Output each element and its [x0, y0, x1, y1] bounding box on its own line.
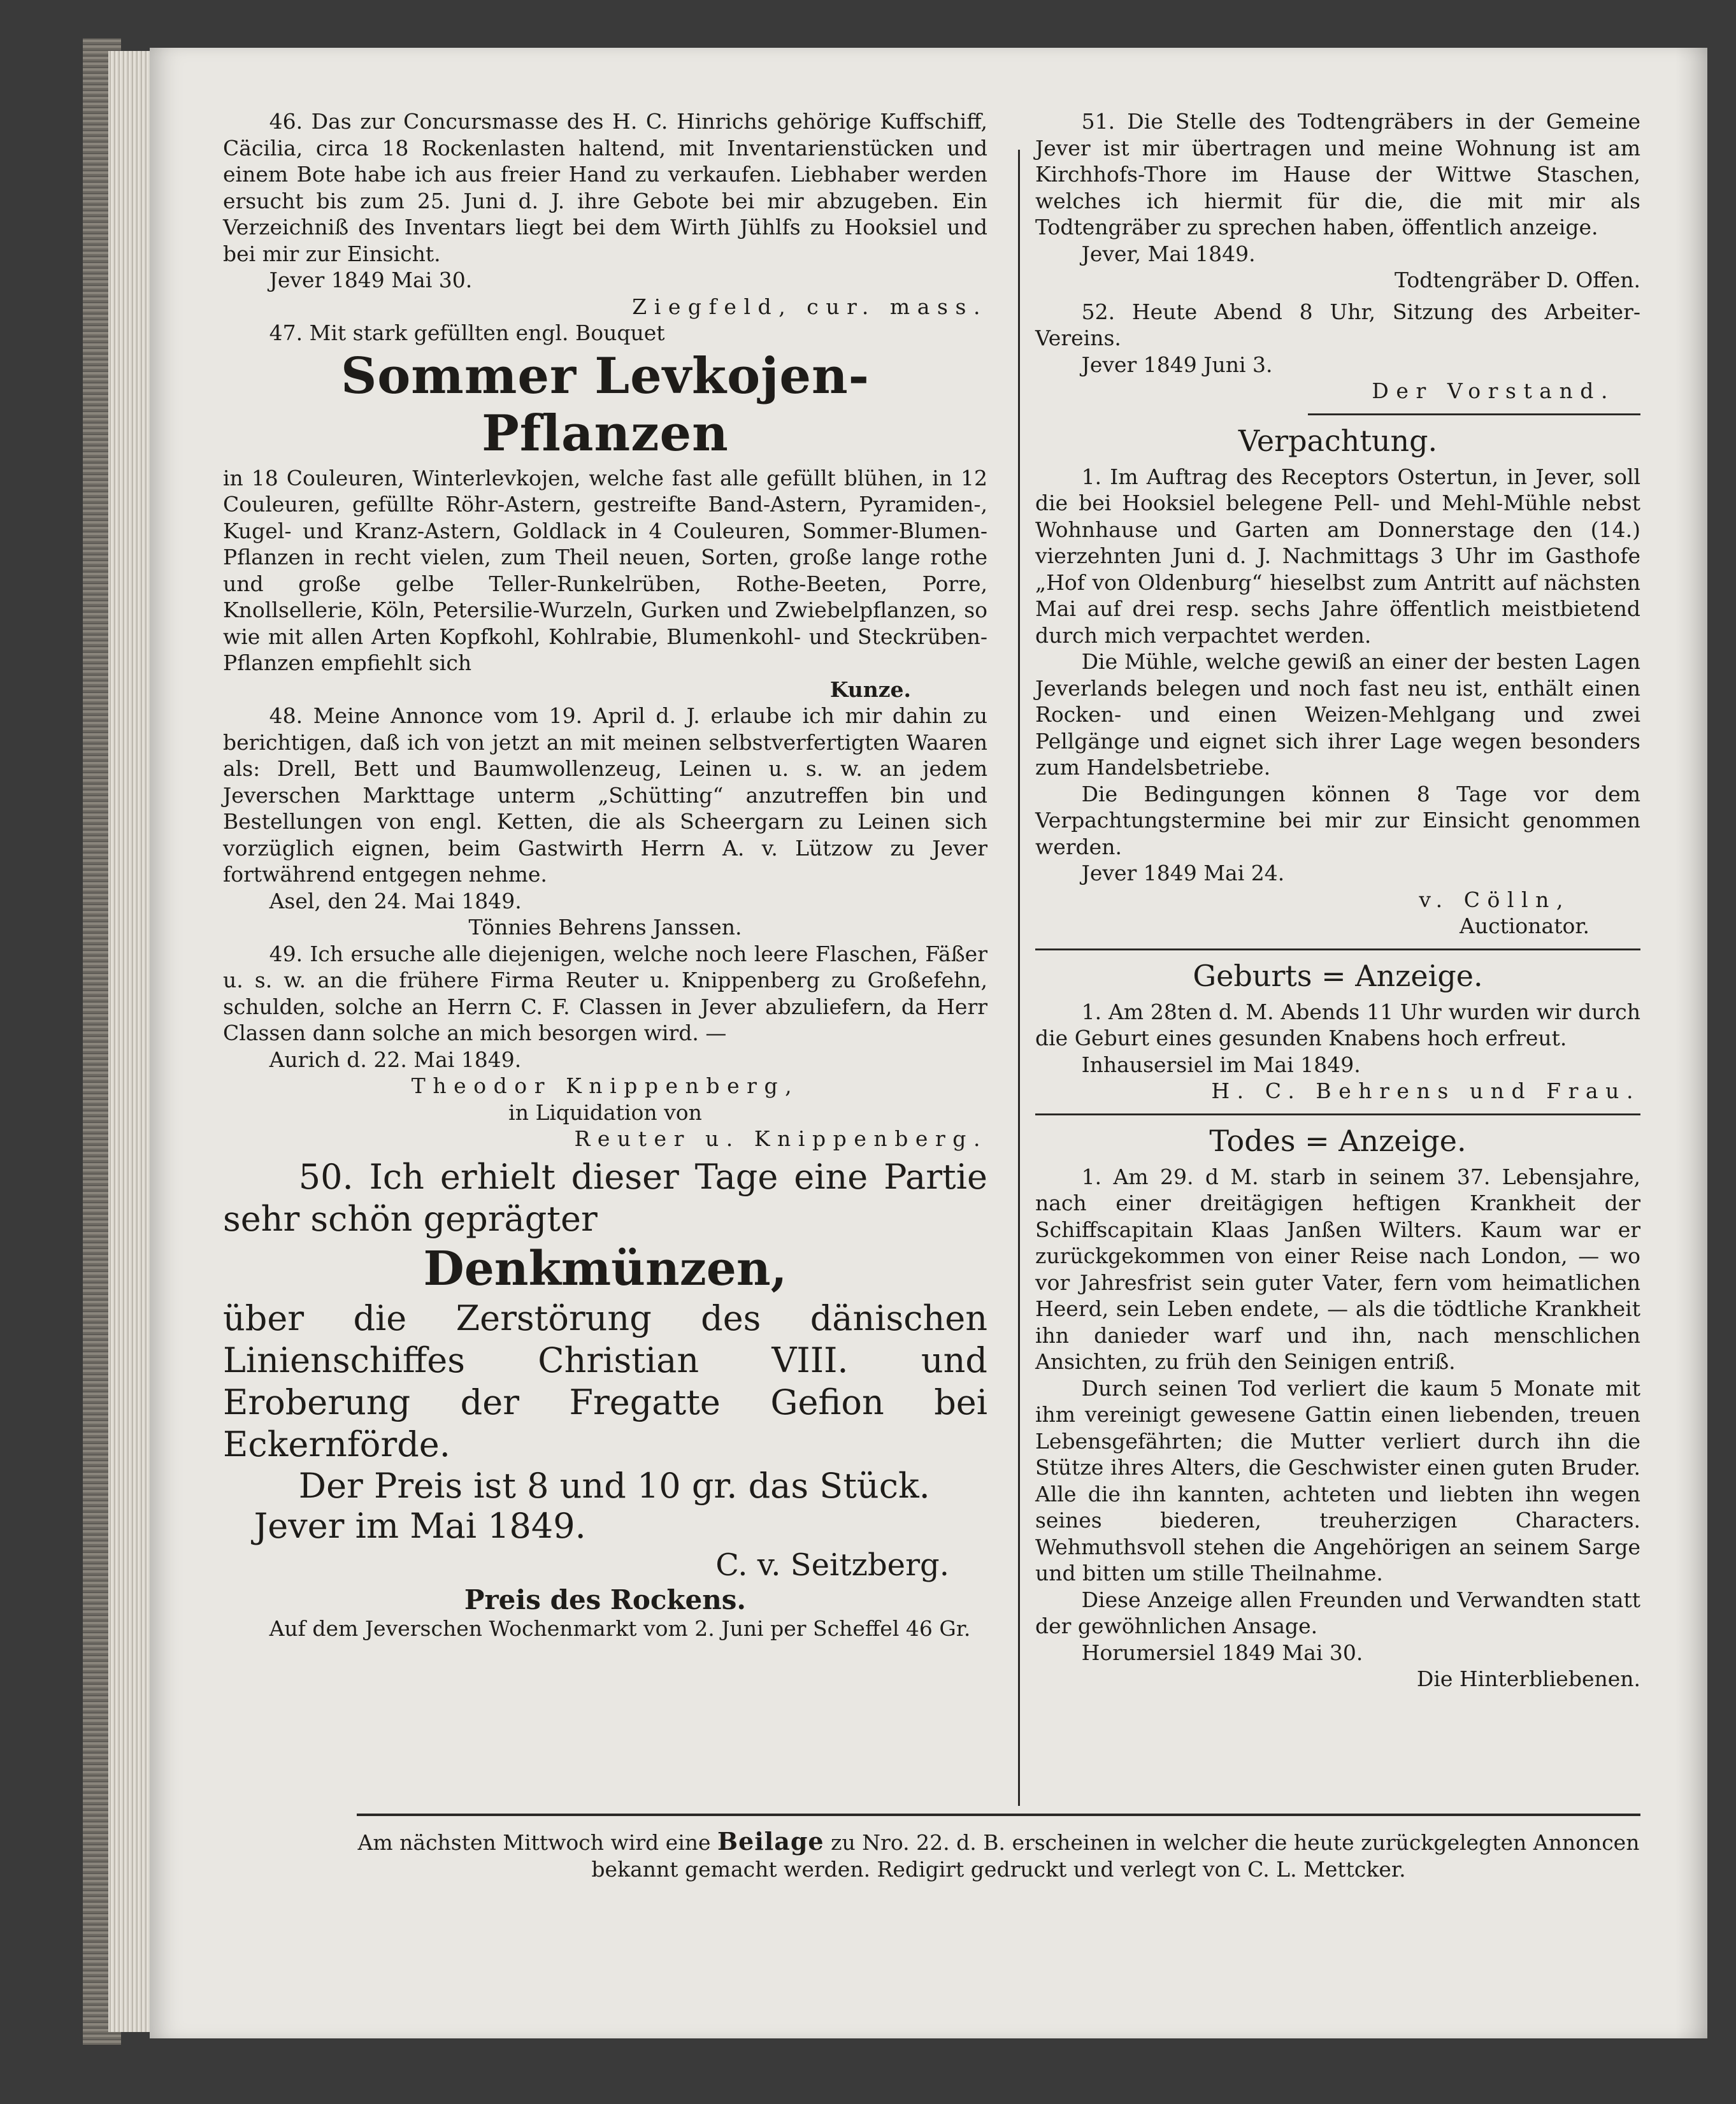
ad-46-signature: Ziegfeld, cur. mass. — [632, 294, 987, 319]
ad-49-date: Aurich d. 22. Mai 1849. — [269, 1047, 522, 1072]
section-rule — [1035, 948, 1640, 950]
death-heading: Todes = Anzeige. — [1209, 1123, 1467, 1158]
lease-heading: Verpachtung. — [1238, 423, 1438, 458]
lease-notice — [1035, 422, 1640, 940]
death-text-2: Durch seinen Tod verliert die kaum 5 Monate mit ihm vereinigt gewesene Gattin einen liebenden, treuen Lebensgefährten; die Mutter verliert durch ihn die Stütze ihres Alters, die Geschwister einen guten Bruder. Alle die ihn kannten, achteten und liebten ihn wegen seines biederen, treuherzigen Characters. Wehmuthsvoll stehen die Angehörigen an seinem Sarge und bitten um stille Theilnahme. — [1035, 1375, 1640, 1585]
ad-51-date: Jever, Mai 1849. — [1081, 241, 1256, 266]
ad-48 — [223, 703, 987, 941]
birth-notice — [1035, 957, 1640, 1105]
footer-notice — [357, 1828, 1640, 1883]
footer-rule — [357, 1814, 1640, 1816]
footer-supplement-word: Beilage — [717, 1827, 824, 1856]
ad-50-heading: Denkmünzen, — [423, 1241, 787, 1296]
ad-51-signature: Todtengräber D. Offen. — [1394, 268, 1640, 292]
ad-47-heading: Sommer Levkojen-Pflanzen — [340, 347, 870, 462]
page-edges — [108, 51, 153, 2032]
birth-signature: H. C. Behrens und Frau. — [1211, 1078, 1640, 1103]
lease-signature-title: Auctionator. — [1460, 913, 1589, 938]
column-divider — [1018, 150, 1020, 1806]
price-of-rye — [223, 1584, 987, 1642]
ad-47-signature: Kunze. — [829, 676, 911, 702]
ad-46-date: Jever 1849 Mai 30. — [269, 268, 473, 292]
ad-47 — [223, 320, 987, 703]
death-notice — [1035, 1122, 1640, 1693]
birth-date: Inhausersiel im Mai 1849. — [1081, 1052, 1361, 1077]
ad-50-price: Der Preis ist 8 und 10 gr. das Stück. — [298, 1465, 930, 1506]
death-text-1: 1. Am 29. d M. starb in seinem 37. Lebensjahre, nach einer dreitägigen heftigen Krankheit der Schiffscapitain Klaas Janßen Wilters. Kaum war er zurückgekommen von einer Reise nach London, — wo vor Jahresfrist sein guter Vater, fern vom heimatlichen Heerd, sein Leben endete, — als die tödtliche Krankheit ihn danieder warf und ihn, nach menschlichen Ansichten, zu früh den Seinigen entriß. — [1035, 1164, 1640, 1374]
ad-50-signature: C. v. Seitzberg. — [715, 1547, 949, 1583]
ad-49 — [223, 941, 987, 1152]
death-date: Horumersiel 1849 Mai 30. — [1081, 1640, 1363, 1665]
ad-48-date: Asel, den 24. Mai 1849. — [269, 888, 522, 913]
ad-49-signature-name: Theodor Knippenberg, — [411, 1073, 800, 1098]
ad-48-text: 48. Meine Annonce vom 19. April d. J. erlaube ich mir dahin zu berichtigen, daß ich von jetzt an mit meinen selbstverfertigten Waaren als: Drell, Bett und Baumwollenzeug, Leinen u. s. w. an jedem Jeverschen Markttage unterm „Schütting“ anzutreffen bin und Bestellungen von engl. Ketten, die als Scheergarn zu Leinen sich vorzüglich eignen, beim Gastwirth Herrn A. v. Lützow zu Jever fortwährend entgegen nehme. — [223, 703, 987, 887]
section-rule — [1308, 413, 1641, 415]
ad-51 — [1035, 108, 1640, 294]
footer-text-pre: Am nächsten Mittwoch wird eine — [357, 1830, 711, 1855]
ad-48-signature: Tönnies Behrens Janssen. — [468, 915, 742, 940]
ad-46 — [223, 108, 987, 320]
right-column — [1035, 108, 1640, 1693]
lease-text-1: 1. Im Auftrag des Receptors Ostertun, in Jever, soll die bei Hooksiel belegene Pell- und Mehl-Mühle nebst Wohnhause und Garten am Donnerstage den (14.) vierzehnten Juni d. J. Nachmittags 3 Uhr im Gasthofe „Hof von Oldenburg“ hieselbst zum Antritt auf nächsten Mai auf drei resp. sechs Jahre öffentlich meistbietend durch mich verpachtet werden. — [1035, 464, 1640, 648]
ad-52 — [1035, 299, 1640, 404]
footer-text-post: zu Nro. 22. d. B. erscheinen in welcher die heute zurückgelegten Annoncen bekannt gemacht werden. Redigirt gedruckt und verlegt von C. L. Mettcker. — [591, 1830, 1640, 1882]
ad-49-signature-liquidation: in Liquidation von — [508, 1099, 702, 1125]
ad-46-text: 46. Das zur Concursmasse des H. C. Hinrichs gehörige Kuffschiff, Cäcilia, circa 18 Rockenlasten haltend, mit Inventarienstücken und einem Bote habe ich aus freier Hand zu verkaufen. Liebhaber werden ersucht bis zum 25. Juni d. J. ihre Gebote bei mir abzugeben. Ein Verzeichniß des Inventars liegt bei dem Wirth Jühlfs zu Hooksiel und bei mir zur Einsicht. — [223, 109, 987, 266]
left-column — [223, 108, 987, 1642]
lease-date: Jever 1849 Mai 24. — [1081, 861, 1285, 885]
birth-heading: Geburts = Anzeige. — [1193, 958, 1483, 993]
ad-47-text: in 18 Couleuren, Winterlevkojen, welche fast alle gefüllt blühen, in 12 Couleuren, gefüllte Röhr-Astern, gestreifte Band-Astern, Pyramiden-, Kugel- und Kranz-Astern, Goldlack in 4 Couleuren, Sommer-Blumen-Pflanzen in recht vielen, zum Theil neuen, Sorten, große lange rothe und große gelbe Teller-Runkelrüben, Rothe-Beeten, Porre, Knollsellerie, Köln, Petersilie-Wurzeln, Gurken und Zwiebelpflanzen, so wie mit allen Arten Kopfkohl, Kohlrabie, Blumenkohl- und Steckrüben-Pflanzen empfiehlt sich — [223, 465, 987, 675]
ad-51-text: 51. Die Stelle des Todtengräbers in der Gemeine Jever ist mir übertragen und meine Wohnung ist am Kirchhofs-Thore im Hause der Wittwe Staschen, welches ich hiermit für die, die mit mir als Todtengräber zu sprechen haben, öffentlich anzeige. — [1035, 109, 1640, 240]
lease-text-3: Die Bedingungen können 8 Tage vor dem Verpachtungstermine bei mir zur Einsicht genommen werden. — [1035, 781, 1640, 859]
lease-text-2: Die Mühle, welche gewiß an einer der besten Lagen Jeverlands belegen und noch fast neu ist, enthält einen Rocken- und einen Weizen-Mehlgang und zwei Pellgänge und eignet sich ihrer Lage wegen besonders zum Handelsbetriebe. — [1035, 649, 1640, 780]
section-rule — [1035, 1113, 1640, 1115]
death-signature: Die Hinterbliebenen. — [1416, 1666, 1640, 1691]
death-text-3: Diese Anzeige allen Freunden und Verwandten statt der gewöhnlichen Ansage. — [1035, 1587, 1640, 1638]
ad-50-date: Jever im Mai 1849. — [254, 1505, 586, 1546]
ad-49-signature-firm: Reuter u. Knippenberg. — [574, 1126, 987, 1151]
ad-52-signature: Der Vorstand. — [1372, 378, 1615, 403]
ad-50-line2: über die Zerstörung des dänischen Linienschiffes Christian VIII. und Eroberung der Fregatte Gefion bei Eckernförde. — [223, 1298, 987, 1464]
lease-signature: v. Cölln, — [1419, 887, 1570, 912]
ad-52-date: Jever 1849 Juni 3. — [1081, 352, 1273, 377]
ad-52-text: 52. Heute Abend 8 Uhr, Sitzung des Arbeiter-Vereins. — [1035, 299, 1640, 350]
ad-50 — [223, 1156, 987, 1584]
ad-50-line1: 50. Ich erhielt dieser Tage eine Partie sehr schön geprägter — [223, 1156, 987, 1239]
ad-49-text: 49. Ich ersuche alle diejenigen, welche noch leere Flaschen, Fäßer u. s. w. an die frühere Firma Reuter u. Knippenberg zu Großefehn, schulden, solche an Herrn C. F. Classen in Jever abzuliefern, da Herr Classen dann solche an mich besorgen wird. — — [223, 941, 987, 1045]
price-of-rye-heading: Preis des Rockens. — [464, 1584, 747, 1615]
price-of-rye-text: Auf dem Jeverschen Wochenmarkt vom 2. Juni per Scheffel 46 Gr. — [269, 1616, 971, 1641]
birth-text: 1. Am 28ten d. M. Abends 11 Uhr wurden wir durch die Geburt eines gesunden Knabens hoch erfreut. — [1035, 999, 1640, 1050]
ad-47-intro: 47. Mit stark gefüllten engl. Bouquet — [269, 320, 665, 345]
